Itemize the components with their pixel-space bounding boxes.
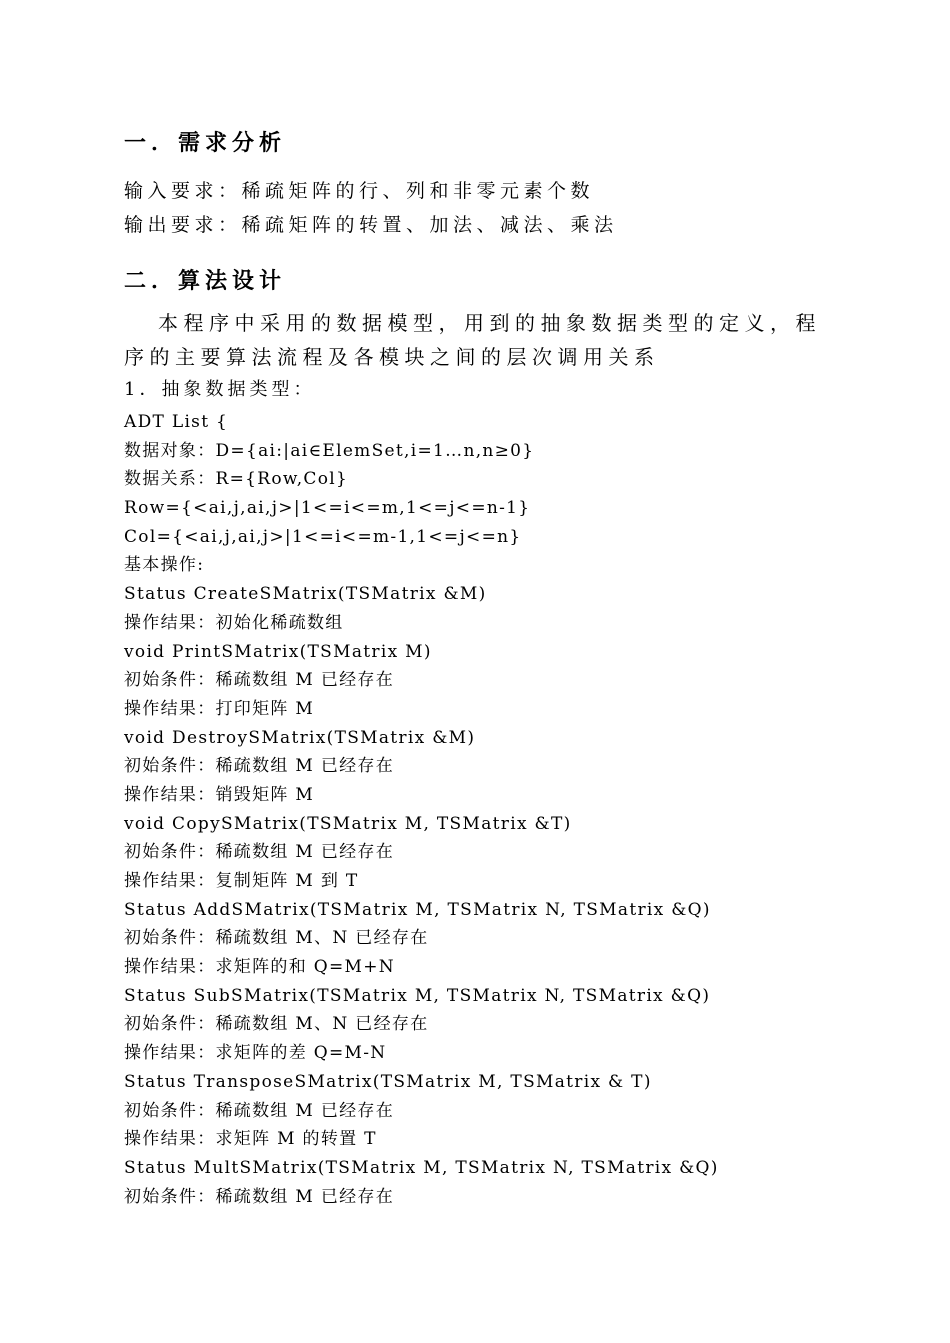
code-line: 操作结果：求矩阵的差 Q=M-N <box>124 1043 387 1064</box>
code-line: 操作结果：求矩阵的和 Q=M+N <box>124 957 395 978</box>
code-line: Row={<ai,j,ai,j>|1<=i<=m,1<=j<=n-1} <box>124 498 531 519</box>
code-line: 数据关系：R={Row,Col} <box>124 469 349 490</box>
section-heading-algorithm: 二．算法设计 <box>124 269 287 294</box>
code-line: 初始条件：稀疏数组 M、N 已经存在 <box>124 928 429 949</box>
document-content <box>124 128 844 1211</box>
code-line: 操作结果：打印矩阵 M <box>124 698 315 719</box>
code-line: 初始条件：稀疏数组 M 已经存在 <box>124 1186 395 1207</box>
adt-definition-block <box>124 408 844 1211</box>
code-line: void DestroySMatrix(TSMatrix &M) <box>124 727 476 748</box>
code-line: Col={<ai,j,ai,j>|1<=i<=m-1,1<=j<=n} <box>124 526 522 547</box>
code-line: Status TransposeSMatrix(TSMatrix M, TSMatrix & T) <box>124 1071 652 1092</box>
code-line: 初始条件：稀疏数组 M 已经存在 <box>124 1100 395 1121</box>
code-line: Status CreateSMatrix(TSMatrix &M) <box>124 584 487 605</box>
code-line: 操作结果：销毁矩阵 M <box>124 784 315 805</box>
code-line: Status SubSMatrix(TSMatrix M, TSMatrix N, TSMatrix &Q) <box>124 985 711 1006</box>
code-line: ADT List { <box>124 412 229 432</box>
output-requirement: 输出要求：稀疏矩阵的转置、加法、减法、乘法 <box>124 214 618 236</box>
section-heading-requirements: 一．需求分析 <box>124 131 287 156</box>
code-line: Status AddSMatrix(TSMatrix M, TSMatrix N, TSMatrix &Q) <box>124 899 711 920</box>
intro-paragraph: 本程序中采用的数据模型，用到的抽象数据类型的定义，程序的主要算法流程及各模块之间的层次调用关系 <box>124 311 821 369</box>
code-line: 基本操作: <box>124 555 205 576</box>
subsection-heading-adt: 1．抽象数据类型： <box>124 379 316 400</box>
input-requirement: 输入要求：稀疏矩阵的行、列和非零元素个数 <box>124 180 595 202</box>
code-line: Status MultSMatrix(TSMatrix M, TSMatrix N, TSMatrix &Q) <box>124 1157 719 1178</box>
code-line: 操作结果：求矩阵 M 的转置 T <box>124 1129 377 1150</box>
code-line: 初始条件：稀疏数组 M 已经存在 <box>124 842 395 863</box>
code-line: 初始条件：稀疏数组 M 已经存在 <box>124 756 395 777</box>
code-line: void PrintSMatrix(TSMatrix M) <box>124 641 432 662</box>
code-line: 初始条件：稀疏数组 M 已经存在 <box>124 670 395 691</box>
code-line: 初始条件：稀疏数组 M、N 已经存在 <box>124 1014 429 1035</box>
code-line: void CopySMatrix(TSMatrix M, TSMatrix &T) <box>124 813 572 834</box>
code-line: 数据对象：D={ai:|ai∈ElemSet,i=1…n,n≥0} <box>124 440 535 461</box>
code-line: 操作结果：复制矩阵 M 到 T <box>124 871 359 891</box>
code-line: 操作结果：初始化稀疏数组 <box>124 612 344 633</box>
